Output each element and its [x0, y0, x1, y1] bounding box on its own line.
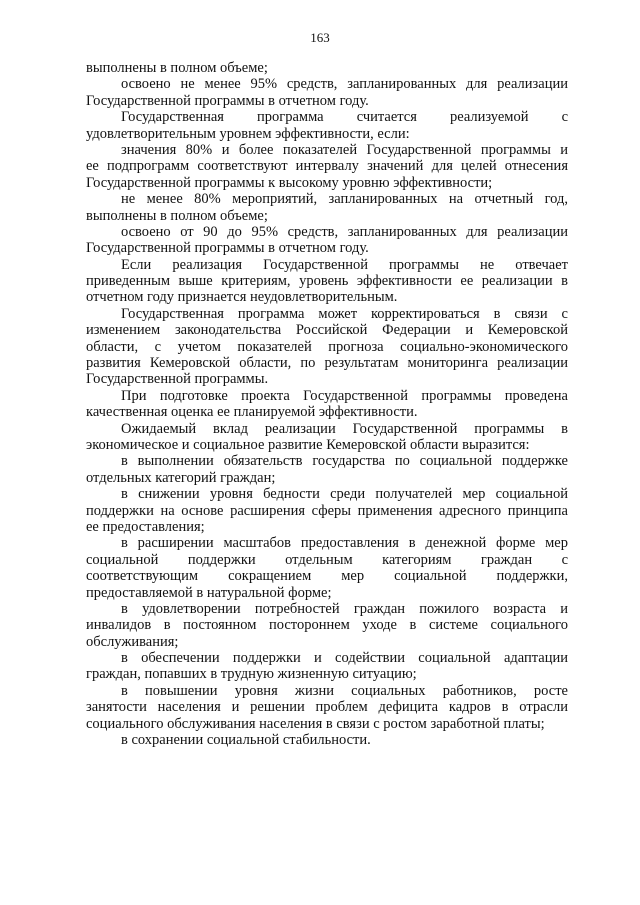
- text-line: значения 80% и более показателей Государственной программы и: [121, 141, 568, 158]
- text-line: Ожидаемый вклад реализации Государственной программы в: [121, 420, 568, 437]
- text-line: качественная оценка ее планируемой эффективности.: [86, 404, 418, 421]
- text-line: ее подпрограмм соответствуют интервалу значений для целей отнесения: [86, 158, 568, 175]
- text-line: ее предоставления;: [86, 518, 205, 535]
- text-line: соответствующим сокращением мер социальной поддержки,: [86, 568, 568, 585]
- page-number: 163: [310, 30, 330, 45]
- text-line: в обеспечении поддержки и содействии социальной адаптации: [121, 650, 568, 667]
- text-line: инвалидов в постоянном постороннем уходе в системе социального: [86, 617, 568, 634]
- text-line: приведенным выше критериям, уровень эффективности ее реализации в: [86, 273, 568, 290]
- text-line: в расширении масштабов предоставления в денежной форме мер: [121, 535, 568, 552]
- text-line: отчетном году признается неудовлетворительным.: [86, 289, 398, 306]
- text-line: Государственной программы в отчетном году.: [86, 92, 369, 109]
- text-line: Государственной программы в отчетном году.: [86, 240, 369, 257]
- text-line: Государственной программы к высокому уровню эффективности;: [86, 174, 493, 191]
- text-line: удовлетворительным уровнем эффективности, если:: [86, 125, 410, 142]
- text-line: в удовлетворении потребностей граждан пожилого возраста и: [121, 600, 568, 617]
- text-line: освоено от 90 до 95% средств, запланированных для реализации: [121, 223, 568, 240]
- text-line: социального обслуживания населения в связи с ростом заработной платы;: [86, 715, 545, 732]
- text-line: освоено не менее 95% средств, запланированных для реализации: [121, 76, 568, 93]
- text-line: При подготовке проекта Государственной программы проведена: [121, 387, 568, 404]
- text-line: занятости населения и решении проблем дефицита кадров в отрасли: [86, 699, 568, 716]
- text-line: социальной поддержки отдельным категориям граждан с: [86, 551, 568, 568]
- text-line: предоставляемой в натуральной форме;: [86, 584, 332, 601]
- text-line: Государственная программа может корректироваться в связи с: [121, 305, 568, 322]
- text-line: изменением законодательства Российской Федерации и Кемеровской: [86, 322, 568, 339]
- text-line: граждан, попавших в трудную жизненную ситуацию;: [86, 666, 417, 683]
- text-line: отдельных категорий граждан;: [86, 469, 276, 486]
- text-line: выполнены в полном объеме;: [86, 60, 268, 76]
- body-text: [86, 60, 568, 748]
- text-line: Если реализация Государственной программы не отвечает: [121, 256, 568, 273]
- text-line: не менее 80% мероприятий, запланированных на отчетный год,: [121, 191, 568, 208]
- text-line: Государственная программа считается реализуемой с: [121, 109, 568, 126]
- text-line: области, с учетом показателей прогноза социально-экономического: [86, 338, 568, 355]
- text-line: в выполнении обязательств государства по социальной поддержке: [121, 453, 568, 470]
- text-line: экономическое и социальное развитие Кемеровской области выразится:: [86, 436, 530, 453]
- text-line: выполнены в полном объеме;: [86, 207, 268, 224]
- text-line: развития Кемеровской области, по результатам мониторинга реализации: [86, 355, 568, 372]
- text-line: в снижении уровня бедности среди получателей мер социальной: [121, 486, 568, 503]
- text-line: поддержки на основе расширения сферы применения адресного принципа: [86, 502, 568, 519]
- text-line: обслуживания;: [86, 633, 179, 650]
- text-line: в сохранении социальной стабильности.: [121, 732, 371, 749]
- text-line: в повышении уровня жизни социальных работников, росте: [121, 682, 568, 699]
- text-line: Государственной программы.: [86, 371, 269, 388]
